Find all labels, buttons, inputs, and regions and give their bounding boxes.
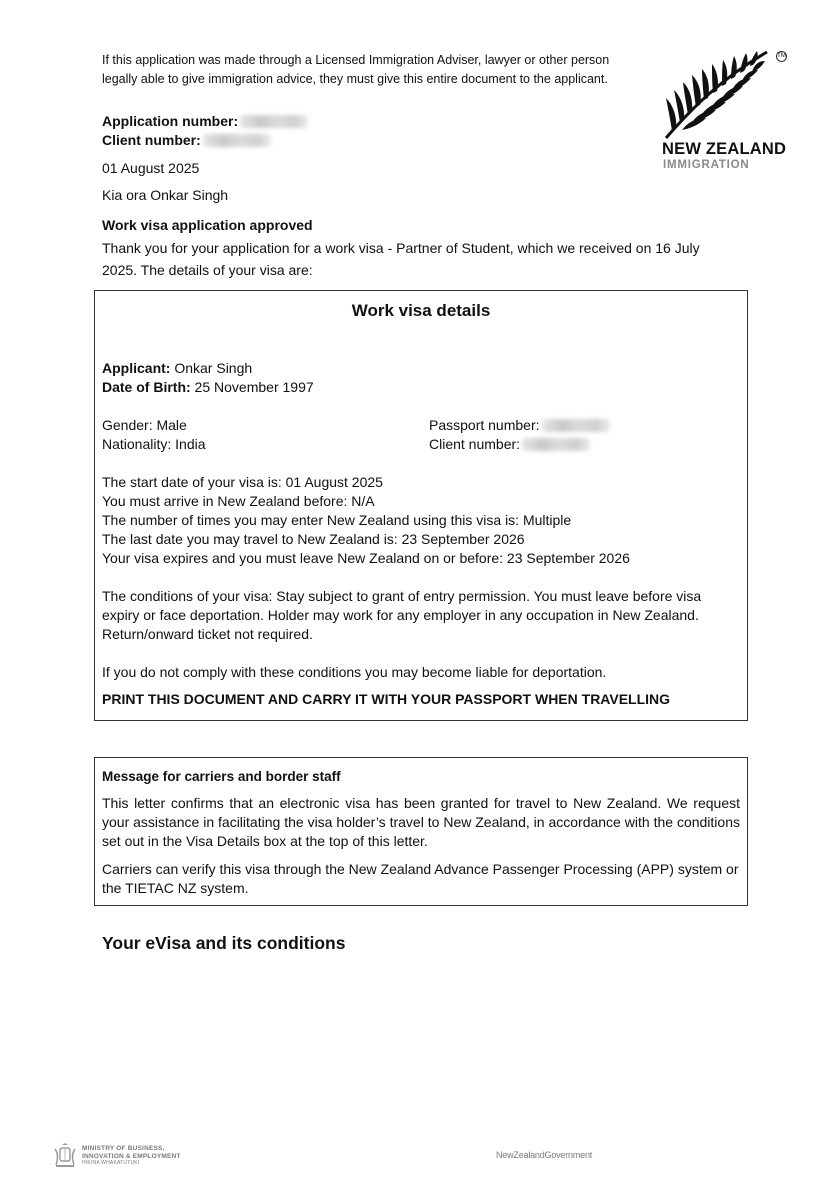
mbie-text: [82, 1145, 202, 1168]
intro-paragraph: [102, 237, 742, 281]
carriers-message-box: [94, 757, 748, 906]
conditions-line-1: The conditions of your visa: Stay subject to grant of entry permission. You must leave before visa: [102, 588, 702, 604]
gender: Gender: Male: [102, 417, 187, 433]
carriers-heading: Message for carriers and border staff: [102, 769, 341, 784]
applicant-label: Applicant:: [102, 360, 171, 376]
evisa-heading: Your eVisa and its conditions: [102, 933, 346, 953]
conditions-line-2: expiry or face deportation. Holder may work for any employer in any occupation in New Zealand.: [102, 607, 699, 623]
nz-immigration-logo: [662, 48, 792, 178]
comply-warning: If you do not comply with these conditions you may become liable for deportation.: [102, 664, 607, 680]
visa-client-number-row: [429, 435, 590, 454]
intro-line-1: Thank you for your application for a work visa - Partner of Student, which we received on 16 July: [102, 240, 700, 256]
visa-client-number-label: Client number:: [429, 436, 521, 452]
visa-conditions: [102, 587, 742, 644]
visa-dates: [102, 473, 630, 568]
logo-immigration: IMMIGRATION: [663, 159, 750, 171]
client-number-row: [102, 131, 271, 150]
mbie-line-1: MINISTRY OF BUSINESS,: [82, 1145, 165, 1152]
application-number-redacted: [240, 115, 308, 128]
trademark-symbol: TM: [776, 51, 787, 62]
application-number-row: [102, 112, 308, 131]
nationality: Nationality: India: [102, 436, 206, 452]
silver-fern-icon: [662, 48, 774, 140]
conditions-line-3: Return/onward ticket not required.: [102, 626, 313, 642]
mbie-line-2: INNOVATION & EMPLOYMENT: [82, 1152, 181, 1160]
adviser-notice-line-1: If this application was made through a Licensed Immigration Adviser, lawyer or other person: [102, 53, 610, 67]
visa-client-number-redacted: [522, 438, 590, 451]
dob-value: 25 November 1997: [190, 379, 314, 395]
visa-expiry: Your visa expires and you must leave New Zealand on or before: 23 September 2026: [102, 550, 630, 566]
last-travel-date: The last date you may travel to New Zealand is: 23 September 2026: [102, 531, 525, 547]
applicant-row: [102, 359, 252, 378]
passport-number-redacted: [542, 419, 610, 432]
logo-new-zealand: NEW ZEALAND: [662, 140, 787, 158]
passport-number-row: [429, 416, 610, 435]
greeting: Kia ora Onkar Singh: [102, 187, 229, 203]
carriers-paragraph-1: This letter confirms that an electronic visa has been granted for travel to New Zealand. We request your assistance in facilitating the visa holder’s travel to New Zealand, in accordance with the conditions set out in the Visa Details box at the top of this letter.: [102, 795, 740, 849]
dob-row: [102, 378, 314, 397]
number-of-entries: The number of times you may enter New Zealand using this visa is: Multiple: [102, 512, 572, 528]
adviser-notice: [102, 51, 662, 88]
visa-details-box: [94, 290, 748, 721]
mbie-line-3: HĪKINA WHAKATUTUKI: [82, 1160, 140, 1166]
visa-details-title: Work visa details: [351, 301, 491, 320]
intro-line-2: 2025. The details of your visa are:: [102, 262, 313, 278]
adviser-notice-line-2: legally able to give immigration advice, they must give this entire document to the applicant.: [102, 71, 608, 86]
carriers-paragraph-2: Carriers can verify this visa through the New Zealand Advance Passenger Processing (APP) system or the TIETAC NZ system.: [102, 861, 739, 896]
client-number-label: Client number:: [102, 132, 201, 148]
start-date: The start date of your visa is: 01 August 2025: [102, 474, 383, 490]
nz-government-wordmark: NewZealandGovernment: [496, 1150, 593, 1160]
application-number-label: Application number:: [102, 113, 239, 129]
arrive-before: You must arrive in New Zealand before: N/A: [102, 493, 375, 509]
mbie-logo: [52, 1143, 192, 1169]
applicant-value: Onkar Singh: [170, 360, 253, 376]
coat-of-arms-icon: [52, 1143, 78, 1169]
passport-number-label: Passport number:: [429, 417, 540, 433]
letter-date: 01 August 2025: [102, 160, 200, 176]
dob-label: Date of Birth:: [102, 379, 191, 395]
print-notice: PRINT THIS DOCUMENT AND CARRY IT WITH YOUR PASSPORT WHEN TRAVELLING: [102, 691, 671, 707]
client-number-redacted: [203, 134, 271, 147]
approval-heading: Work visa application approved: [102, 217, 313, 233]
